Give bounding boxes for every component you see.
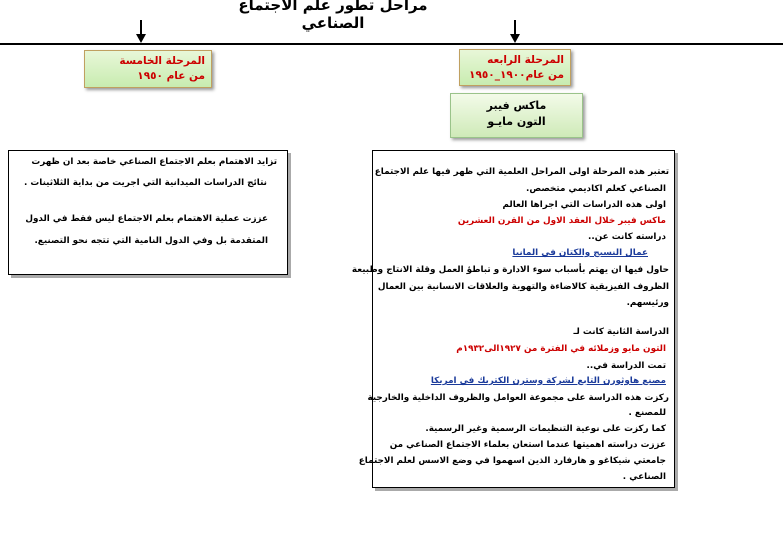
right-text-highlight: ماكس فيبر خلال العقد الاول من القرن العشرين [457, 216, 666, 226]
stage5-title: المرحلة الخامسة [119, 55, 205, 67]
right-text-line: الصناعي كعلم اكاديمي متخصص. [526, 184, 666, 194]
down-arrow-icon [134, 20, 148, 44]
stage4-box [459, 49, 571, 86]
right-text-line: الدراسة الثانية كانت لـ [573, 327, 669, 337]
right-text-underline: عمال النسيج والكتان في المانيا [512, 248, 648, 258]
timeline-line [0, 43, 783, 45]
right-text-line: الظروف الفيزيقية كالاضاءة والتهوية والعلاقات الانسانية بين العمال [377, 282, 669, 292]
scientists-box [450, 93, 583, 138]
down-arrow-icon [508, 20, 522, 44]
left-text-line: المتقدمة بل وفي الدول النامية التي تتجه نحو التصنيع. [34, 236, 268, 246]
page-title: مراحل تطور علم الاجتماع الصناعي [238, 0, 428, 32]
right-text-line: حاول فيها ان يهتم بأسباب سوء الادارة و تباطؤ العمل وقلة الانتاج وطبيعة [351, 265, 669, 275]
left-text-line: عززت عملية الاهتمام بعلم الاجتماع ليس فقط في الدول [25, 214, 268, 224]
right-text-line: تعتبر هذه المرحلة اولى المراحل العلمية التي ظهر فيها علم الاجتماع [374, 167, 669, 177]
stage4-period: من عام١٩٠٠_١٩٥٠ [469, 69, 564, 81]
right-text-line: ركزت هذه الدراسة على مجموعة العوامل والظروف الداخلية والخارجية [367, 393, 669, 403]
right-text-line: اولى هذه الدراسات التي اجراها العالم [502, 200, 666, 210]
right-text-line: تمت الدراسة في.. [586, 361, 666, 371]
right-text-line: جامعتي شيكاغو و هارفارد الذين اسهموا في وضع الاسس لعلم الاجتماع [358, 456, 666, 466]
left-text-line: تزايد الاهتمام بعلم الاجتماع الصناعي خاصة بعد ان ظهرت [31, 157, 277, 167]
right-text-line: ورئيسهم. [626, 298, 669, 308]
right-text-line: دراسته كانت عن.. [588, 232, 666, 242]
right-text-line: للمصنع . [628, 408, 666, 418]
right-text-underline: مصنع هاوثورن التابع لشركة وسترن الكتريك في امريكا [430, 376, 666, 386]
scientist-weber: ماكس فيبر [486, 99, 547, 112]
stage4-title: المرحلة الرابعه [487, 54, 564, 66]
right-text-line: عززت دراسته اهميتها عندما استعان بعلماء الاجتماع الصناعي من [389, 440, 666, 450]
stage5-period: من عام ١٩٥٠ [137, 70, 205, 82]
right-text-line: الصناعي . [622, 472, 666, 482]
right-text-highlight: التون مايو وزملائه في الفترة من ١٩٢٧الى١٩٣٢م [456, 344, 666, 354]
left-text-line: نتائج الدراسات الميدانية التي اجريت من بداية الثلاثينات . [24, 178, 267, 188]
right-text-line: كما ركزت على نوعية التنظيمات الرسمية وغير الرسمية. [425, 424, 666, 434]
stage5-box [84, 50, 212, 88]
scientist-mayo: التون مايـو [487, 115, 546, 128]
